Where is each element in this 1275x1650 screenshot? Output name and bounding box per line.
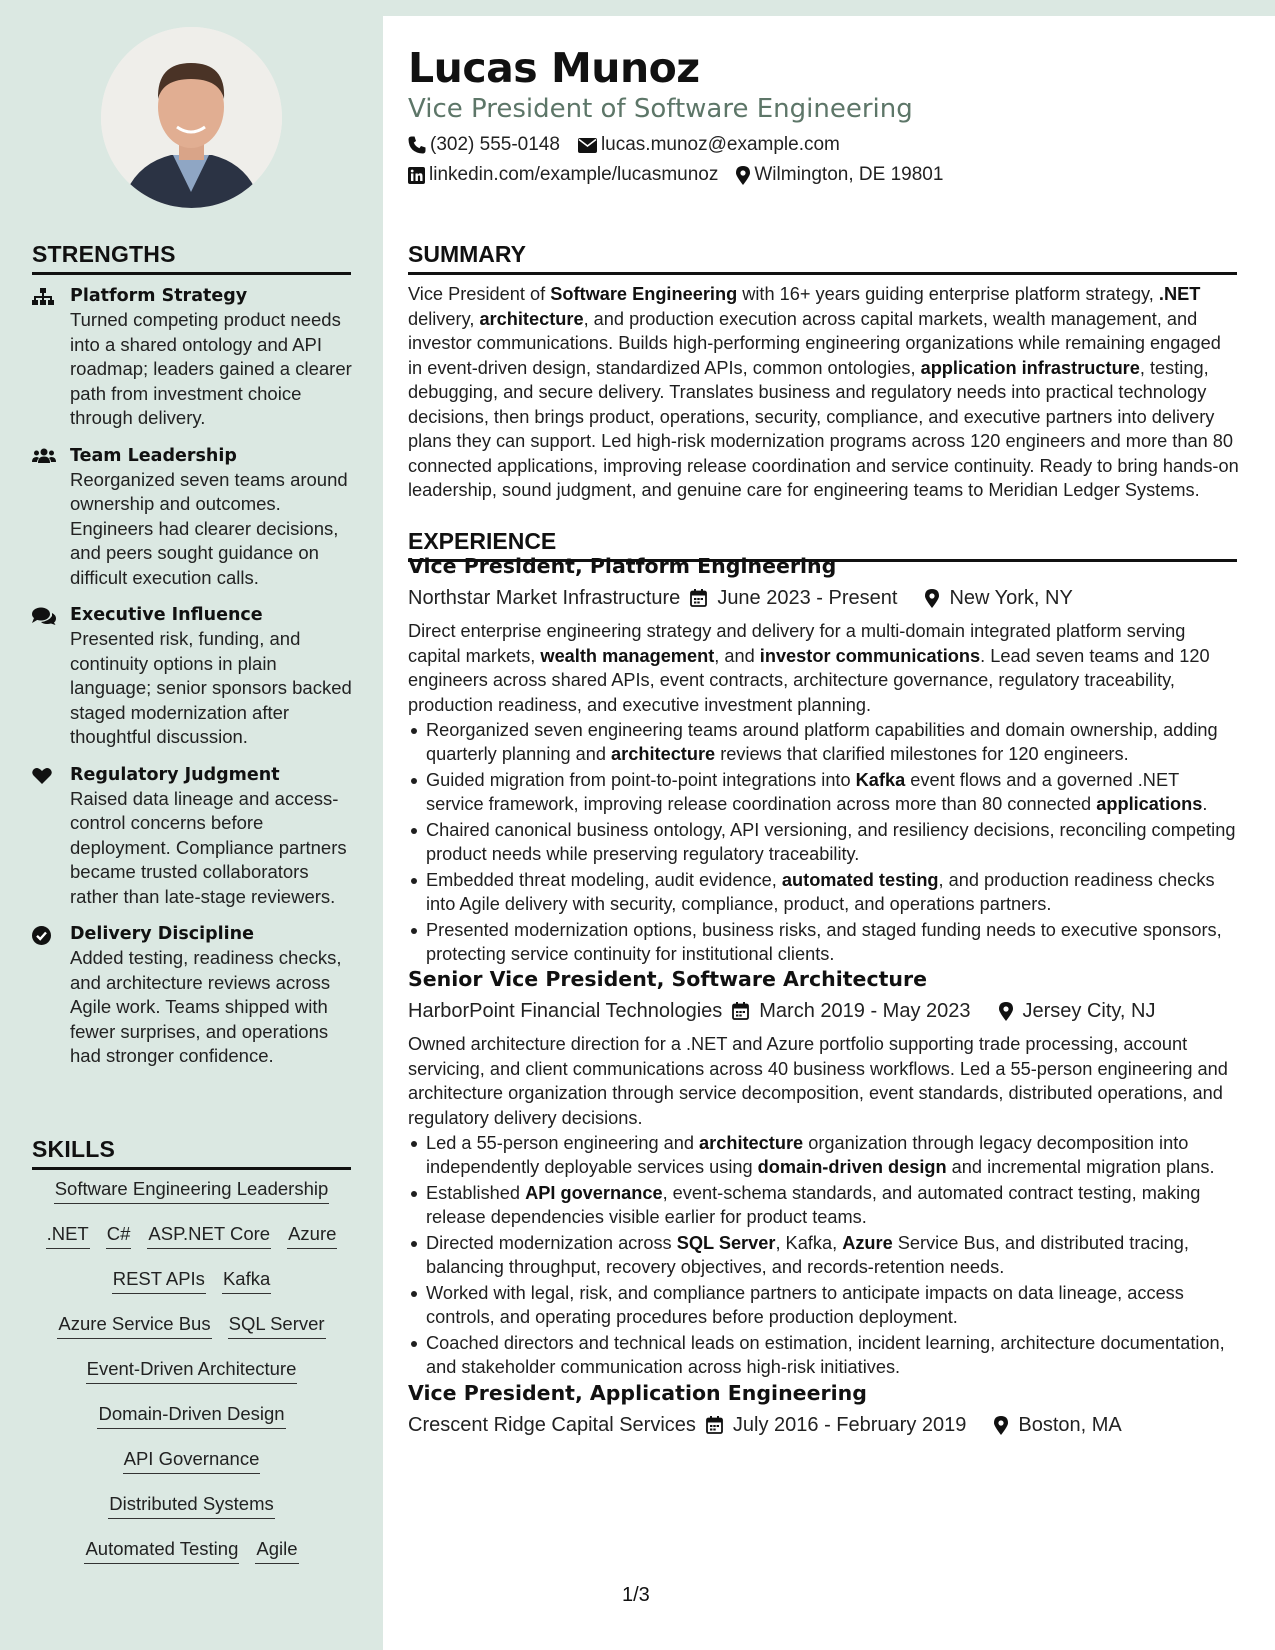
strength-title: Delivery Discipline	[70, 924, 254, 944]
map-pin-icon	[999, 1002, 1013, 1021]
job-bullets	[408, 718, 1240, 966]
sidebar	[0, 0, 383, 1650]
linkedin-icon	[408, 167, 425, 184]
contact-phone	[408, 134, 560, 156]
company-name: HarborPoint Financial Technologies	[408, 999, 723, 1022]
strength-item	[32, 444, 357, 591]
strength-item	[32, 603, 357, 750]
main-content	[383, 16, 1275, 1650]
contact-location	[736, 164, 943, 186]
skills-list	[32, 1176, 351, 1581]
strength-item	[32, 922, 357, 1069]
bullet-item: Reorganized seven engineering teams around platform capabilities and domain ownership, adding quarterly planning and architecture reviews that clarified milestones for 120 engineers.	[408, 718, 1240, 766]
job-location: New York, NY	[949, 586, 1073, 609]
strength-text: Raised data lineage and access-control concerns before deployment. Compliance partners became trusted collaborators rather than late-stage reviewers.	[70, 787, 347, 907]
job-entry	[408, 964, 1240, 1381]
map-pin-icon	[925, 589, 939, 608]
sitemap-icon	[32, 284, 70, 431]
skill-row	[32, 1311, 351, 1356]
map-pin-icon	[994, 1416, 1008, 1435]
strength-title: Regulatory Judgment	[70, 764, 280, 785]
strengths-list	[32, 284, 357, 1082]
phone-icon	[408, 136, 426, 154]
strength-text: Turned competing product needs into a shared ontology and API roadmap; leaders gained a clearer path from investment choice through delivery.	[70, 309, 352, 428]
contact-row	[408, 134, 840, 156]
skill-tag: C#	[106, 1221, 132, 1249]
skill-tag: Domain-Driven Design	[97, 1401, 285, 1429]
job-meta	[408, 994, 1240, 1028]
candidate-name: Lucas Munoz	[408, 44, 700, 92]
company-name: Crescent Ridge Capital Services	[408, 1413, 696, 1436]
bullet-item: Led a 55-person engineering and architecture organization through legacy decomposition into independently deployable services using domain-driven design and incremental migration plans.	[408, 1131, 1240, 1179]
summary-heading: SUMMARY	[408, 241, 1237, 275]
strength-title: Team Leadership	[70, 445, 237, 466]
job-dates: July 2016 - February 2019	[732, 1413, 967, 1436]
envelope-icon	[578, 138, 597, 153]
job-meta	[408, 581, 1240, 615]
contact-row	[408, 164, 943, 186]
job-title: Vice President, Application Engineering	[408, 1381, 867, 1405]
job-dates: March 2019 - May 2023	[759, 999, 971, 1022]
bullet-item: Presented modernization options, business risks, and staged funding needs to executive sponsors, protecting service continuity for institutional clients.	[408, 918, 1240, 966]
job-entry	[408, 1378, 1240, 1442]
skill-row	[32, 1221, 351, 1266]
company-name: Northstar Market Infrastructure	[408, 586, 681, 609]
job-title: Vice President, Platform Engineering	[408, 554, 837, 578]
candidate-role: Vice President of Software Engineering	[408, 94, 913, 124]
strength-item	[32, 284, 357, 431]
avatar	[101, 27, 282, 208]
bullet-item: Directed modernization across SQL Server, Kafka, Azure Service Bus, and distributed tracing, balancing throughput, recovery objectives, and records-retention needs.	[408, 1231, 1240, 1279]
skill-row	[32, 1491, 351, 1536]
skill-tag: Distributed Systems	[108, 1491, 275, 1519]
strength-title: Platform Strategy	[70, 286, 248, 306]
job-meta	[408, 1408, 1240, 1442]
skill-tag: Automated Testing	[84, 1536, 239, 1564]
email-text: lucas.munoz@example.com	[600, 134, 840, 155]
skill-tag: Event-Driven Architecture	[86, 1356, 298, 1384]
job-location: Boston, MA	[1018, 1413, 1122, 1436]
bullet-item: Embedded threat modeling, audit evidence, automated testing, and production readiness checks into Agile delivery with security, compliance, product, and operations partners.	[408, 868, 1240, 916]
contact-linkedin	[408, 164, 718, 186]
skill-tag: REST APIs	[112, 1266, 206, 1294]
strength-title: Executive Influence	[70, 605, 263, 625]
job-entry	[408, 551, 1240, 968]
users-icon	[32, 444, 70, 591]
heart-icon	[32, 763, 70, 910]
job-location: Jersey City, NJ	[1022, 999, 1156, 1022]
job-dates: June 2023 - Present	[717, 586, 898, 609]
strength-text: Added testing, readiness checks, and architecture reviews across Agile work. Teams shipped with fewer surprises, and operations had stronger confidence.	[70, 947, 342, 1066]
experience-heading: EXPERIENCE	[408, 528, 1237, 562]
check-circle-icon	[32, 922, 70, 1069]
calendar-icon	[706, 1416, 723, 1434]
skill-tag: API Governance	[123, 1446, 261, 1474]
calendar-icon	[690, 589, 707, 607]
location-text: Wilmington, DE 19801	[754, 164, 944, 185]
contact-email	[578, 134, 840, 156]
skill-tag: Kafka	[222, 1266, 271, 1294]
skill-row	[32, 1446, 351, 1491]
strength-item	[32, 763, 357, 910]
skill-tag: Agile	[255, 1536, 298, 1564]
phone-text: (302) 555-0148	[430, 134, 560, 155]
skill-row	[32, 1356, 351, 1401]
skill-tag: ASP.NET Core	[147, 1221, 271, 1249]
strength-text: Presented risk, funding, and continuity options in plain language; senior sponsors backed staged modernization after thoughtful discussion.	[70, 628, 352, 747]
job-bullets	[408, 1131, 1240, 1379]
job-description: Owned architecture direction for a .NET and Azure portfolio supporting trade processing, account servicing, and client communications across 40 business workflows. Led a 55-person engineering and architecture organization through service decomposition, event standards, distributed operations, and regulatory delivery decisions.	[408, 1034, 1228, 1128]
skill-row	[32, 1401, 351, 1446]
comments-icon	[32, 603, 70, 750]
skill-row	[32, 1536, 351, 1581]
page-number: 1/3	[622, 1584, 650, 1606]
linkedin-text: linkedin.com/example/lucasmunoz	[429, 164, 719, 185]
summary-text: Vice President of Software Engineering with 16+ years guiding enterprise platform strategy, .NET delivery, architecture, and production execution across capital markets, wealth management, and investor communications. Builds high-performing engineering organizations while remaining engaged in event-driven design, standardized APIs, common ontologies, application infrastructure, testing, debugging, and secure delivery. Translates business and regulatory needs into practical technology decisions, then brings product, operations, security, compliance, and executive partners into delivery plans they can support. Led high-risk modernization programs across 120 engineers and more than 80 connected applications, improving release coordination and service continuity. Ready to bring hands-on leadership, sound judgment, and genuine care for engineering teams to Meridian Ledger Systems.	[408, 284, 1239, 500]
skill-tag: .NET	[46, 1221, 90, 1249]
skill-tag: Azure	[287, 1221, 337, 1249]
skill-tag: SQL Server	[228, 1311, 326, 1339]
bullet-item: Worked with legal, risk, and compliance partners to anticipate impacts on data lineage, access controls, and operating procedures before production deployment.	[408, 1281, 1240, 1329]
map-pin-icon	[736, 166, 750, 185]
bullet-item: Chaired canonical business ontology, API versioning, and resiliency decisions, reconciling competing product needs while preserving regulatory traceability.	[408, 818, 1240, 866]
job-title: Senior Vice President, Software Architecture	[408, 967, 928, 991]
strength-text: Reorganized seven teams around ownership and outcomes. Engineers had clearer decisions, and peers sought guidance on difficult execution calls.	[70, 468, 348, 588]
skill-row	[32, 1266, 351, 1311]
bullet-item: Coached directors and technical leads on estimation, incident learning, architecture documentation, and stakeholder communication across high-risk initiatives.	[408, 1331, 1240, 1379]
strengths-heading: STRENGTHS	[32, 241, 351, 275]
bullet-item: Guided migration from point-to-point integrations into Kafka event flows and a governed .NET service framework, improving release coordination across more than 80 connected applications.	[408, 768, 1240, 816]
skill-tag: Software Engineering Leadership	[54, 1176, 330, 1204]
calendar-icon	[732, 1002, 749, 1020]
skills-heading: SKILLS	[32, 1136, 351, 1170]
skill-tag: Azure Service Bus	[57, 1311, 211, 1339]
job-description: Direct enterprise engineering strategy and delivery for a multi-domain integrated platform serving capital markets, wealth management, and investor communications. Lead seven teams and 120 engineers across shared APIs, event contracts, architecture governance, regulatory traceability, production readiness, and executive investment planning.	[408, 621, 1210, 715]
skill-row	[32, 1176, 351, 1221]
bullet-item: Established API governance, event-schema standards, and automated contract testing, making release dependencies visible earlier for product teams.	[408, 1181, 1240, 1229]
